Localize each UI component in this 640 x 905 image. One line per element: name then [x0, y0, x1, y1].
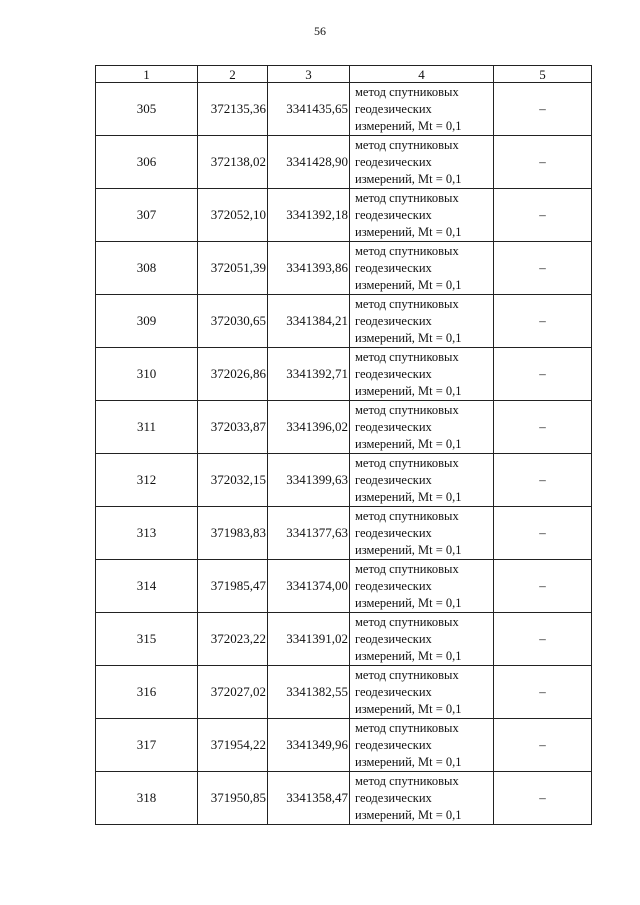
- method-cell: [350, 242, 494, 295]
- point-number-cell: 312: [96, 454, 198, 507]
- method-line: измерений, Mt = 0,1: [355, 436, 462, 451]
- method-line: метод спутниковых: [355, 667, 459, 682]
- column-header-2: 2: [198, 66, 268, 83]
- method-cell: [350, 454, 494, 507]
- y-coordinate-cell: 3341393,86: [268, 242, 350, 295]
- table-row: [96, 719, 592, 772]
- note-cell: –: [494, 189, 592, 242]
- method-line: геодезических: [355, 207, 432, 222]
- point-number-cell: 316: [96, 666, 198, 719]
- method-cell: [350, 507, 494, 560]
- column-header-4: 4: [350, 66, 494, 83]
- x-coordinate-cell: 371950,85: [198, 772, 268, 825]
- y-coordinate-cell: 3341392,18: [268, 189, 350, 242]
- note-cell: –: [494, 613, 592, 666]
- method-line: метод спутниковых: [355, 349, 459, 364]
- y-coordinate-cell: 3341349,96: [268, 719, 350, 772]
- table-row: [96, 83, 592, 136]
- column-header-5: 5: [494, 66, 592, 83]
- x-coordinate-cell: 372032,15: [198, 454, 268, 507]
- note-cell: –: [494, 136, 592, 189]
- method-cell: [350, 348, 494, 401]
- table-row: [96, 560, 592, 613]
- x-coordinate-cell: 372052,10: [198, 189, 268, 242]
- method-line: геодезических: [355, 790, 432, 805]
- x-coordinate-cell: 371985,47: [198, 560, 268, 613]
- x-coordinate-cell: 372026,86: [198, 348, 268, 401]
- method-line: метод спутниковых: [355, 402, 459, 417]
- point-number-cell: 315: [96, 613, 198, 666]
- y-coordinate-cell: 3341382,55: [268, 666, 350, 719]
- method-line: метод спутниковых: [355, 243, 459, 258]
- note-cell: –: [494, 348, 592, 401]
- method-line: геодезических: [355, 313, 432, 328]
- x-coordinate-cell: 372033,87: [198, 401, 268, 454]
- point-number-cell: 309: [96, 295, 198, 348]
- note-cell: –: [494, 666, 592, 719]
- method-cell: [350, 613, 494, 666]
- note-cell: –: [494, 83, 592, 136]
- method-line: измерений, Mt = 0,1: [355, 595, 462, 610]
- y-coordinate-cell: 3341392,71: [268, 348, 350, 401]
- table-row: [96, 136, 592, 189]
- x-coordinate-cell: 372027,02: [198, 666, 268, 719]
- y-coordinate-cell: 3341377,63: [268, 507, 350, 560]
- method-cell: [350, 83, 494, 136]
- method-line: метод спутниковых: [355, 720, 459, 735]
- method-line: метод спутниковых: [355, 508, 459, 523]
- table-row: [96, 613, 592, 666]
- table-row: [96, 348, 592, 401]
- method-line: измерений, Mt = 0,1: [355, 648, 462, 663]
- method-line: измерений, Mt = 0,1: [355, 754, 462, 769]
- note-cell: –: [494, 401, 592, 454]
- method-line: метод спутниковых: [355, 773, 459, 788]
- method-line: геодезических: [355, 737, 432, 752]
- point-number-cell: 306: [96, 136, 198, 189]
- note-cell: –: [494, 719, 592, 772]
- x-coordinate-cell: 371983,83: [198, 507, 268, 560]
- method-cell: [350, 772, 494, 825]
- y-coordinate-cell: 3341391,02: [268, 613, 350, 666]
- method-line: измерений, Mt = 0,1: [355, 542, 462, 557]
- method-line: измерений, Mt = 0,1: [355, 330, 462, 345]
- method-line: метод спутниковых: [355, 137, 459, 152]
- method-line: геодезических: [355, 260, 432, 275]
- method-line: метод спутниковых: [355, 84, 459, 99]
- column-header-3: 3: [268, 66, 350, 83]
- method-line: геодезических: [355, 578, 432, 593]
- method-line: геодезических: [355, 419, 432, 434]
- y-coordinate-cell: 3341358,47: [268, 772, 350, 825]
- y-coordinate-cell: 3341396,02: [268, 401, 350, 454]
- method-line: измерений, Mt = 0,1: [355, 701, 462, 716]
- method-line: геодезических: [355, 101, 432, 116]
- point-number-cell: 307: [96, 189, 198, 242]
- note-cell: –: [494, 772, 592, 825]
- point-number-cell: 310: [96, 348, 198, 401]
- method-cell: [350, 189, 494, 242]
- method-line: измерений, Mt = 0,1: [355, 118, 462, 133]
- y-coordinate-cell: 3341435,65: [268, 83, 350, 136]
- method-cell: [350, 560, 494, 613]
- method-line: геодезических: [355, 684, 432, 699]
- method-line: метод спутниковых: [355, 614, 459, 629]
- method-line: измерений, Mt = 0,1: [355, 383, 462, 398]
- note-cell: –: [494, 242, 592, 295]
- method-cell: [350, 666, 494, 719]
- table-row: [96, 666, 592, 719]
- point-number-cell: 313: [96, 507, 198, 560]
- point-number-cell: 318: [96, 772, 198, 825]
- column-header-1: 1: [96, 66, 198, 83]
- method-cell: [350, 136, 494, 189]
- y-coordinate-cell: 3341384,21: [268, 295, 350, 348]
- table-row: [96, 189, 592, 242]
- table-row: [96, 295, 592, 348]
- x-coordinate-cell: 372051,39: [198, 242, 268, 295]
- note-cell: –: [494, 454, 592, 507]
- method-line: измерений, Mt = 0,1: [355, 277, 462, 292]
- y-coordinate-cell: 3341399,63: [268, 454, 350, 507]
- method-line: геодезических: [355, 154, 432, 169]
- page-number: 56: [314, 24, 326, 38]
- note-cell: –: [494, 507, 592, 560]
- x-coordinate-cell: 372135,36: [198, 83, 268, 136]
- table-body: [96, 83, 592, 825]
- method-line: измерений, Mt = 0,1: [355, 807, 462, 822]
- method-line: измерений, Mt = 0,1: [355, 224, 462, 239]
- note-cell: –: [494, 560, 592, 613]
- point-number-cell: 317: [96, 719, 198, 772]
- method-line: измерений, Mt = 0,1: [355, 171, 462, 186]
- table-row: [96, 507, 592, 560]
- table-row: [96, 772, 592, 825]
- coordinates-table: [95, 65, 592, 825]
- point-number-cell: 305: [96, 83, 198, 136]
- method-line: метод спутниковых: [355, 296, 459, 311]
- table-row: [96, 401, 592, 454]
- table-row: [96, 454, 592, 507]
- table-header-row: [96, 66, 592, 83]
- method-line: геодезических: [355, 366, 432, 381]
- table-row: [96, 242, 592, 295]
- method-cell: [350, 719, 494, 772]
- method-line: геодезических: [355, 472, 432, 487]
- x-coordinate-cell: 372030,65: [198, 295, 268, 348]
- method-line: метод спутниковых: [355, 455, 459, 470]
- x-coordinate-cell: 372023,22: [198, 613, 268, 666]
- method-cell: [350, 401, 494, 454]
- method-line: геодезических: [355, 631, 432, 646]
- method-cell: [350, 295, 494, 348]
- point-number-cell: 311: [96, 401, 198, 454]
- point-number-cell: 308: [96, 242, 198, 295]
- method-line: геодезических: [355, 525, 432, 540]
- note-cell: –: [494, 295, 592, 348]
- method-line: метод спутниковых: [355, 561, 459, 576]
- x-coordinate-cell: 371954,22: [198, 719, 268, 772]
- method-line: метод спутниковых: [355, 190, 459, 205]
- method-line: измерений, Mt = 0,1: [355, 489, 462, 504]
- x-coordinate-cell: 372138,02: [198, 136, 268, 189]
- point-number-cell: 314: [96, 560, 198, 613]
- y-coordinate-cell: 3341374,00: [268, 560, 350, 613]
- y-coordinate-cell: 3341428,90: [268, 136, 350, 189]
